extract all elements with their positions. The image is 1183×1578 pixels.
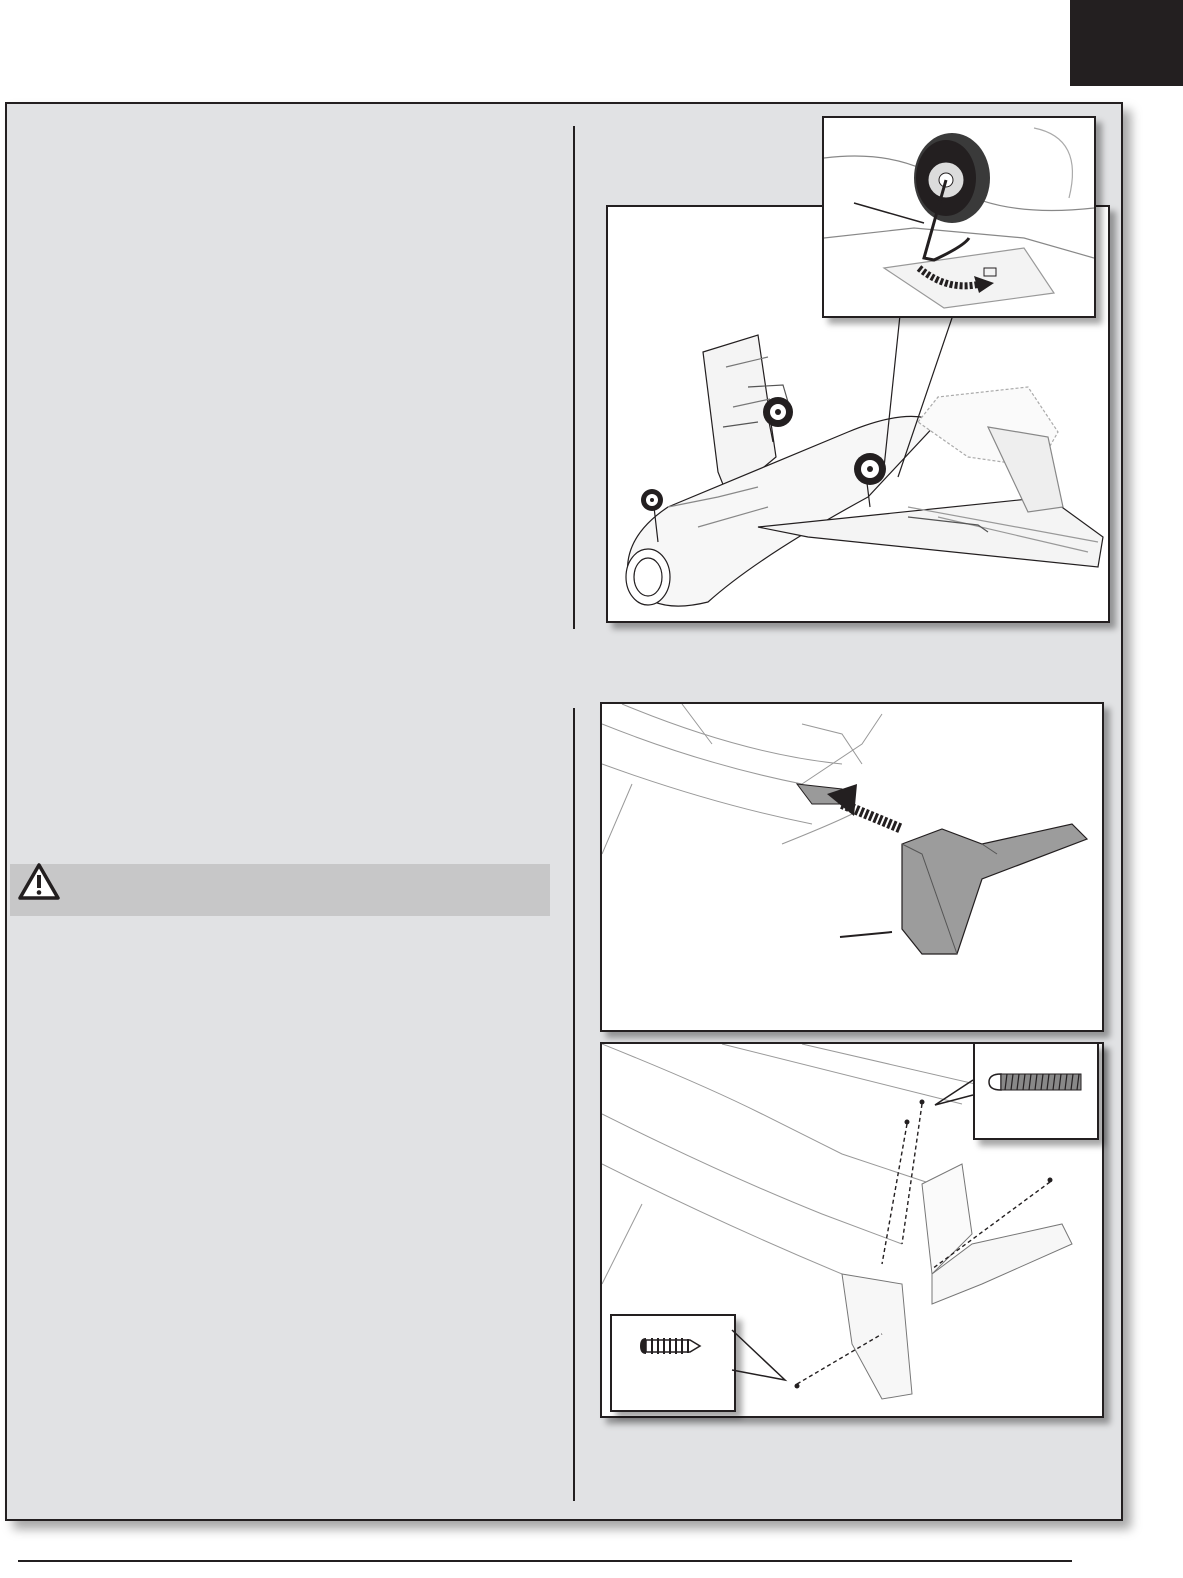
footer-rule <box>18 1560 1072 1562</box>
